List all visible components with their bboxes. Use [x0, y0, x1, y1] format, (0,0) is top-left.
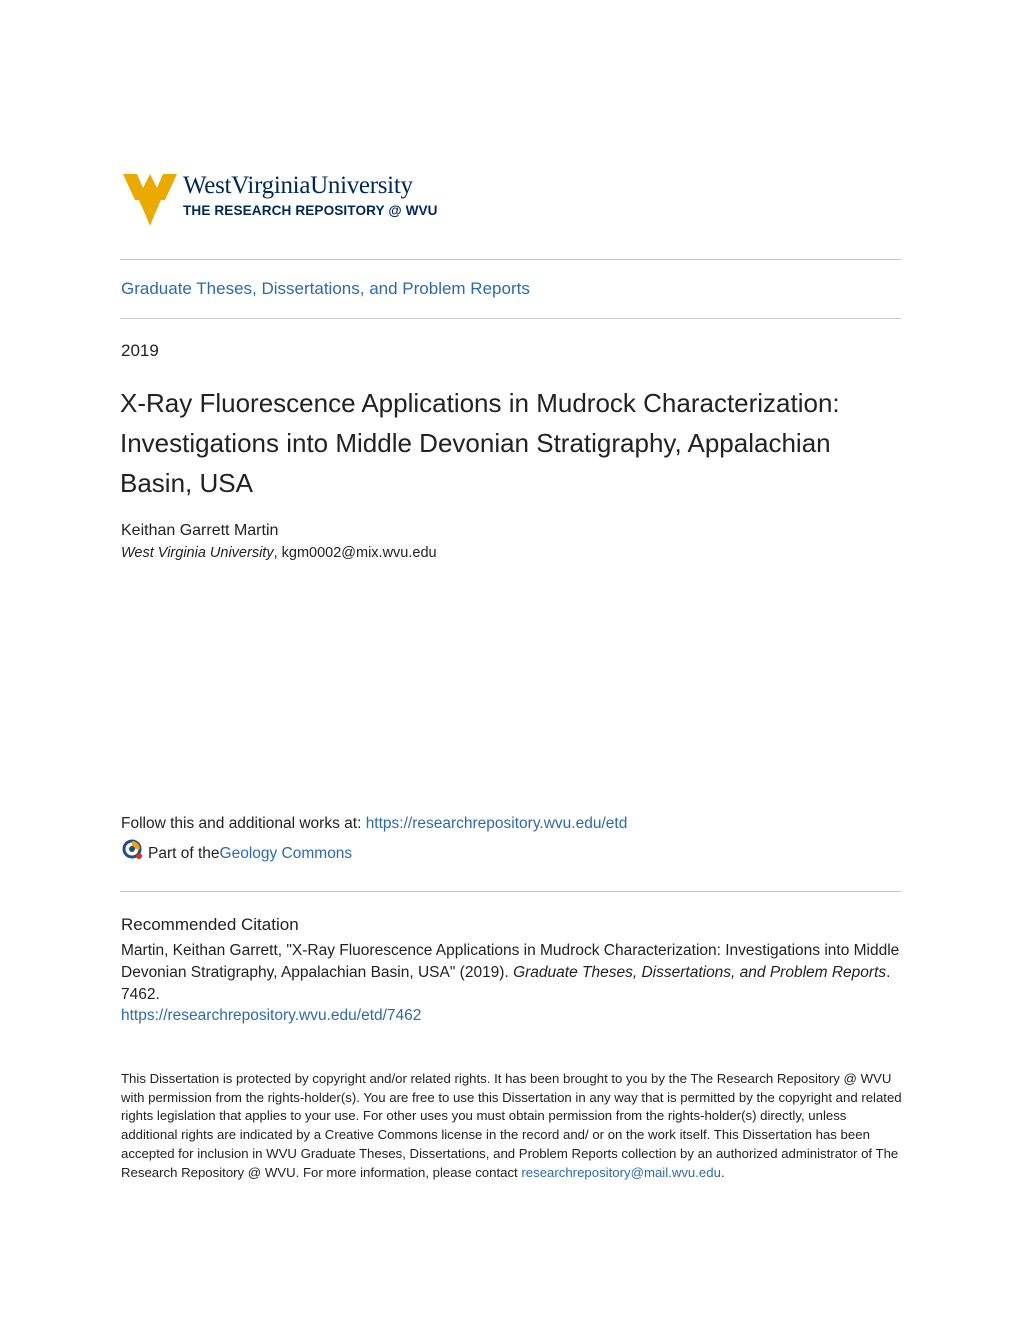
citation-heading: Recommended Citation — [121, 915, 299, 934]
divider — [120, 891, 901, 892]
follow-line — [121, 815, 627, 833]
flying-wv-icon — [121, 170, 179, 228]
logo-wordmark: WestVirginiaUniversity — [183, 172, 413, 199]
logo-subline: THE RESEARCH REPOSITORY @ WVU — [183, 203, 438, 218]
publication-year: 2019 — [121, 341, 159, 360]
divider — [120, 318, 901, 319]
follow-label: Follow this and additional works at: — [121, 815, 366, 832]
divider — [120, 259, 901, 260]
citation-text — [121, 940, 911, 1006]
citation-series: Graduate Theses, Dissertations, and Problem Reports — [513, 964, 887, 981]
citation-url-line — [121, 1007, 421, 1025]
network-icon — [121, 838, 143, 860]
part-of-label: Part of the — [148, 845, 220, 862]
author-affiliation: West Virginia University, kgm0002@mix.wvu.edu — [121, 545, 437, 561]
author-email: kgm0002@mix.wvu.edu — [281, 545, 437, 561]
collection-breadcrumb — [121, 279, 530, 299]
follow-link[interactable]: https://researchrepository.wvu.edu/etd — [365, 815, 628, 832]
citation-main: Martin, Keithan Garrett, "X-Ray Fluorescence Applications in Mudrock Characterization: Investigations into Middle Devonian Stratigraphy, Appalachian Basin, USA" (2019). — [121, 942, 900, 981]
wvu-logo — [121, 170, 481, 230]
collection-link[interactable]: Graduate Theses, Dissertations, and Problem Reports — [121, 279, 530, 298]
citation-number: . 7462. — [121, 964, 891, 1003]
geology-commons-link[interactable]: Geology Commons — [219, 845, 353, 862]
page-title: X-Ray Fluorescence Applications in Mudrock Characterization: Investigations into Middle Devonian Stratigraphy, Appalachian Basin, USA — [120, 388, 840, 498]
rights-text: This Dissertation is protected by copyright and/or related rights. It has been brought to you by the The Research Repository @ WVU with permission from the rights-holder(s). You are free to use this Dissertation in any way that is permitted by the copyright and related rights legislation that applies to your use. For other uses you must obtain permission from the rights-holder(s) directly, unless additional rights are indicated by a Creative Commons license in the record and/ or on the work itself. This Dissertation has been accepted for inclusion in WVU Graduate Theses, Dissertations, and Problem Reports collection by an authorized administrator of The Research Repository @ WVU. For more information, please contact — [121, 1071, 902, 1180]
part-of-line — [121, 843, 352, 865]
rights-end: . — [720, 1164, 725, 1180]
contact-email-link[interactable]: researchrepository@mail.wvu.edu — [521, 1164, 721, 1180]
author-name: Keithan Garrett Martin — [121, 522, 279, 539]
rights-statement — [121, 1070, 906, 1182]
citation-link[interactable]: https://researchrepository.wvu.edu/etd/7462 — [121, 1007, 422, 1024]
author-institution: West Virginia University — [121, 545, 274, 561]
